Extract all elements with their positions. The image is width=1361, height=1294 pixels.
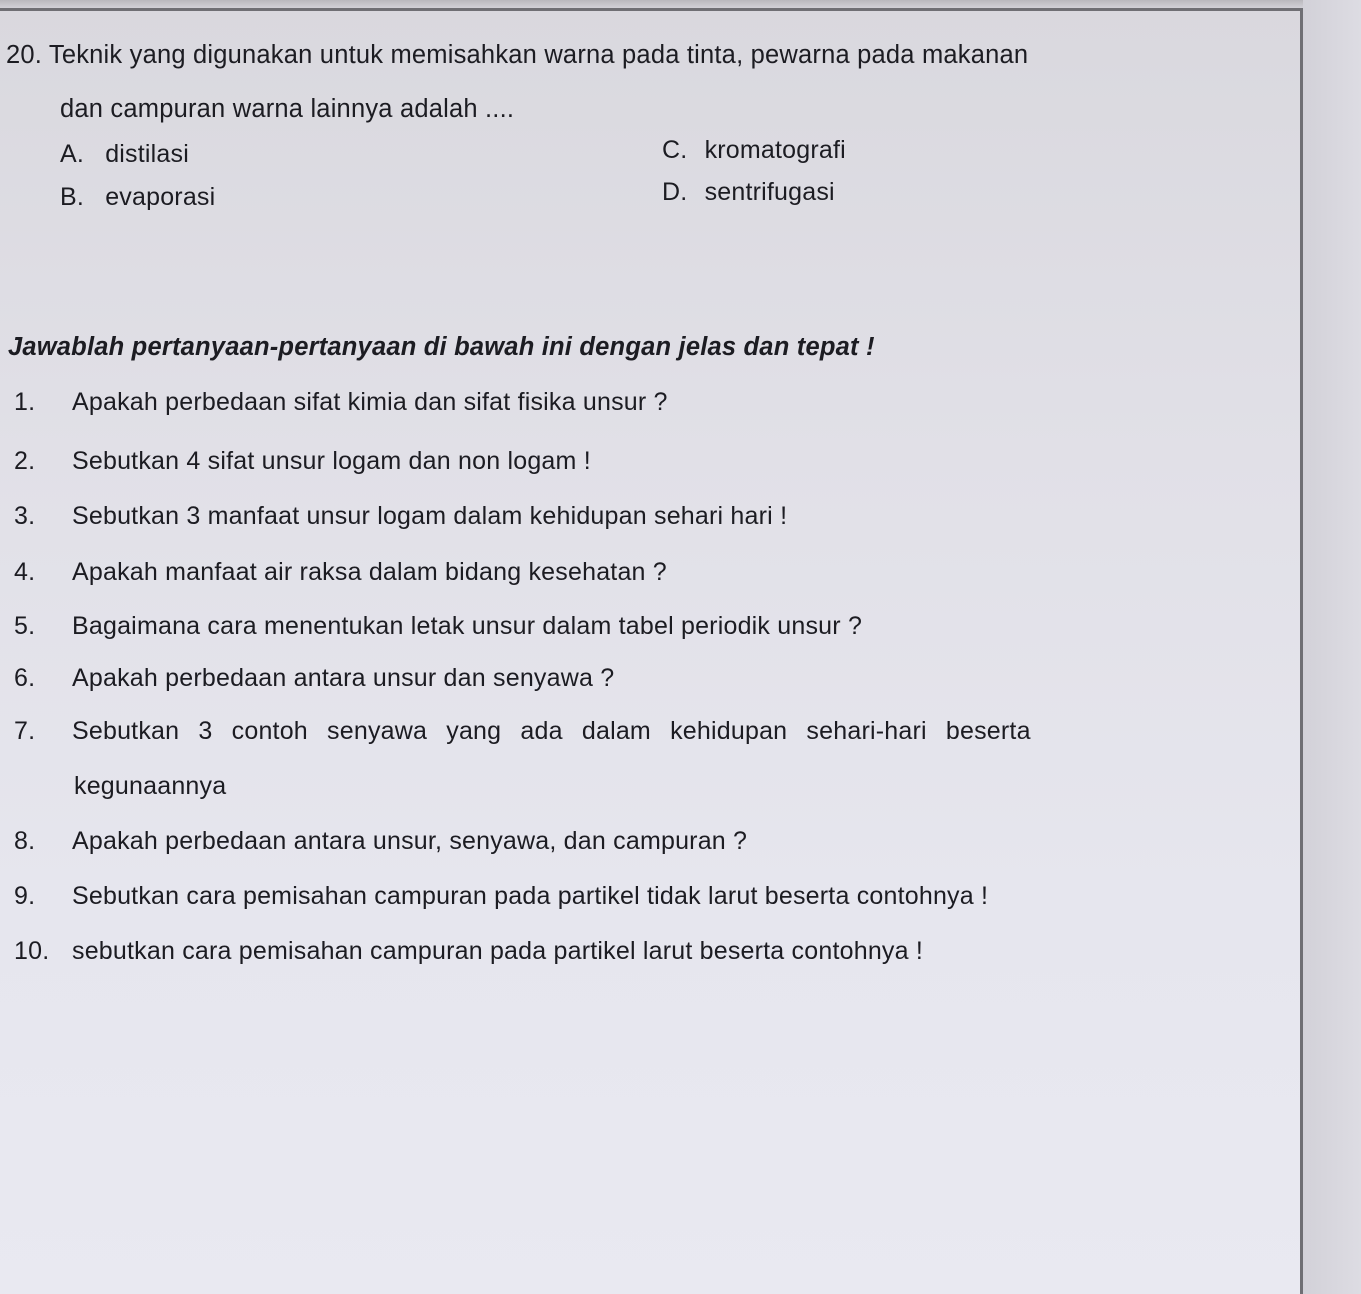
essay-question-7 bbox=[14, 717, 1031, 746]
option-b bbox=[60, 183, 215, 212]
essay-question-number: 5. bbox=[14, 612, 36, 640]
essay-question-number: 7. bbox=[14, 717, 36, 745]
essay-question-number: 2. bbox=[14, 447, 36, 475]
right-border-line bbox=[1300, 10, 1303, 1294]
essay-question-9 bbox=[14, 882, 988, 911]
essay-question-number: 8. bbox=[14, 827, 36, 855]
essay-question-text: Apakah perbedaan antara unsur dan senyawa ? bbox=[72, 664, 615, 692]
essay-question-number: 3. bbox=[14, 502, 36, 530]
option-c-text: kromatografi bbox=[704, 136, 846, 164]
essay-question-4 bbox=[14, 558, 667, 587]
essay-question-text: Apakah manfaat air raksa dalam bidang kesehatan ? bbox=[72, 558, 667, 586]
essay-question-5 bbox=[14, 612, 862, 641]
essay-question-1 bbox=[14, 388, 668, 417]
option-c bbox=[662, 136, 846, 165]
option-d bbox=[662, 178, 835, 207]
essay-question-8 bbox=[14, 827, 747, 856]
right-margin bbox=[1303, 0, 1361, 1294]
essay-question-6 bbox=[14, 664, 614, 693]
essay-question-text: Apakah perbedaan sifat kimia dan sifat fisika unsur ? bbox=[72, 388, 668, 416]
essay-question-text: Sebutkan cara pemisahan campuran pada partikel tidak larut beserta contohnya ! bbox=[72, 882, 989, 910]
mc-question-text-line2: dan campuran warna lainnya adalah .... bbox=[60, 95, 515, 123]
option-c-letter: C. bbox=[662, 136, 688, 164]
essay-question-number: 10. bbox=[14, 937, 50, 965]
option-d-letter: D. bbox=[662, 178, 688, 206]
essay-question-number: 4. bbox=[14, 558, 36, 586]
option-d-text: sentrifugasi bbox=[704, 178, 835, 206]
essay-question-text: Apakah perbedaan antara unsur, senyawa, dan campuran ? bbox=[72, 827, 748, 855]
essay-question-3 bbox=[14, 502, 787, 531]
mc-question-number: 20. bbox=[6, 41, 43, 69]
essay-question-text: Sebutkan 4 sifat unsur logam dan non logam ! bbox=[72, 447, 591, 475]
essay-question-10 bbox=[14, 937, 923, 966]
essay-question-text: Bagaimana cara menentukan letak unsur dalam tabel periodik unsur ? bbox=[72, 612, 863, 640]
top-border-line bbox=[0, 8, 1310, 11]
essay-question-2 bbox=[14, 447, 591, 476]
essay-instruction: Jawablah pertanyaan-pertanyaan di bawah ini dengan jelas dan tepat ! bbox=[8, 333, 875, 361]
option-a-letter: A. bbox=[60, 140, 85, 168]
essay-question-number: 1. bbox=[14, 388, 36, 416]
essay-question-text: Sebutkan 3 manfaat unsur logam dalam kehidupan sehari hari ! bbox=[72, 502, 788, 530]
essay-question-text: Sebutkan 3 contoh senyawa yang ada dalam kehidupan sehari-hari beserta bbox=[72, 717, 1031, 745]
essay-question-7-continuation: kegunaannya bbox=[74, 772, 227, 800]
option-a bbox=[60, 140, 189, 169]
option-b-letter: B. bbox=[60, 183, 85, 211]
page-top-edge bbox=[0, 0, 1361, 8]
essay-question-number: 6. bbox=[14, 664, 36, 692]
option-b-text: evaporasi bbox=[105, 183, 216, 211]
mc-question-text-line1: Teknik yang digunakan untuk memisahkan warna pada tinta, pewarna pada makanan bbox=[48, 41, 1029, 69]
mc-question-line1 bbox=[6, 41, 1028, 70]
option-a-text: distilasi bbox=[105, 140, 189, 168]
essay-question-text: sebutkan cara pemisahan campuran pada partikel larut beserta contohnya ! bbox=[72, 937, 924, 965]
essay-question-number: 9. bbox=[14, 882, 36, 910]
